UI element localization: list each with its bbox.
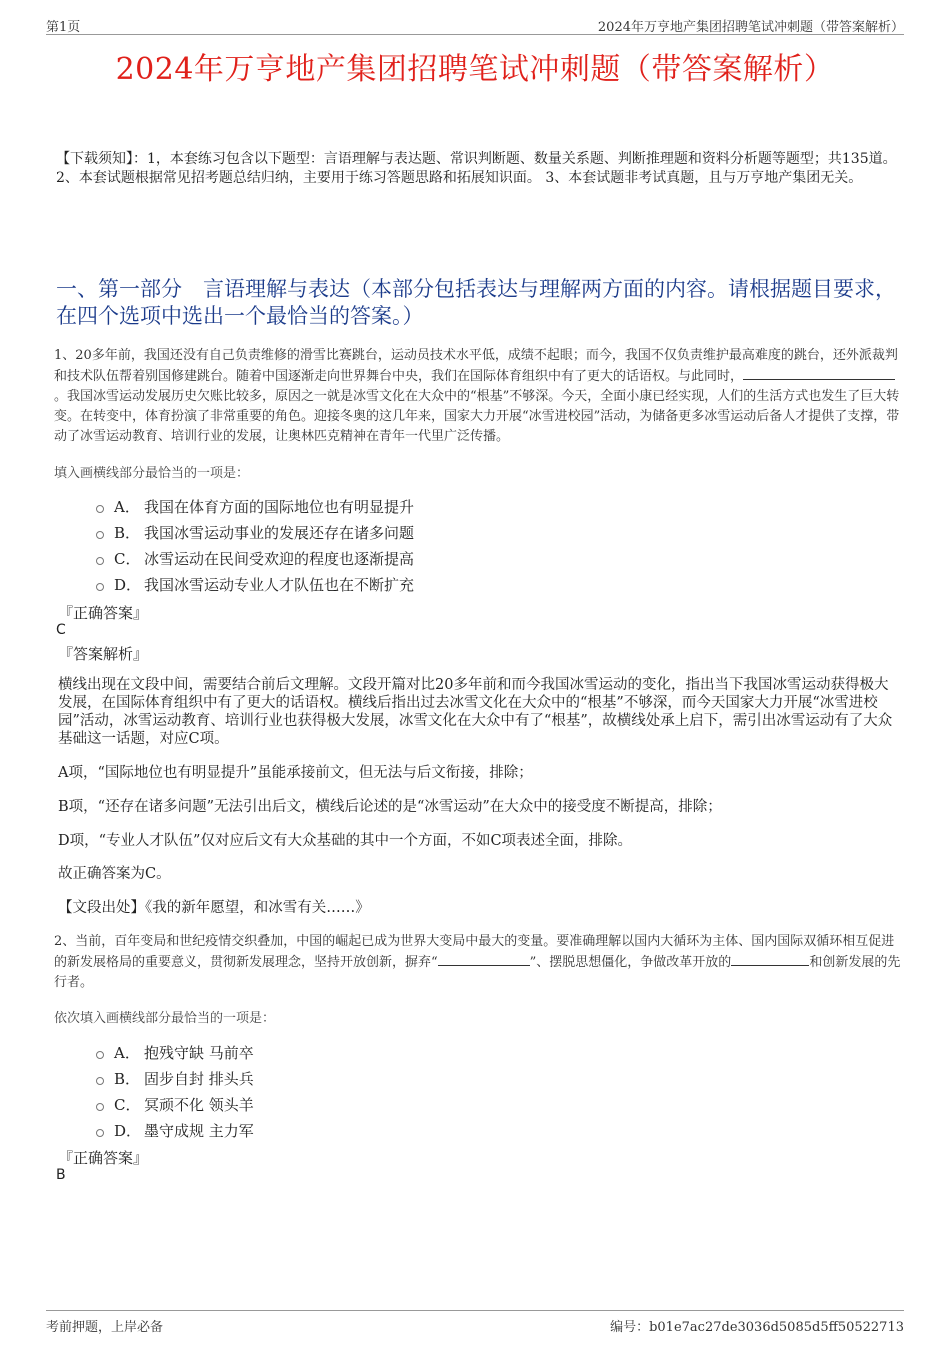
analysis-label: 『答案解析』 [58,645,149,663]
page-footer [46,1310,904,1335]
question-2-stem [54,932,906,993]
radio-icon[interactable] [96,1103,104,1111]
page-number: 第1页 [46,20,81,35]
footer-slogan: 考前押题，上岸必备 [46,1320,164,1335]
option-letter: C． [114,549,141,568]
question-1-stem [54,346,906,447]
option-a[interactable] [96,1039,254,1065]
fill-blank [438,952,530,966]
analysis-conclusion: 故正确答案为C。 [58,866,171,882]
option-text: 抱残守缺 马前卒 [144,1043,254,1062]
radio-icon[interactable] [96,531,104,539]
analysis-option-b: B项，“还存在诸多问题”无法引出后文，横线后论述的是“冰雪运动”在大众中的接受度不断提高，排除； [58,799,722,815]
option-b[interactable] [96,519,414,545]
option-text: 冥顽不化 领头羊 [144,1095,254,1114]
question-1-stem-part-a: 1、20多年前，我国还没有自己负责维修的滑雪比赛跳台，运动员技术水平低，成绩不起眼；而今，我国不仅负责维护最高难度的跳台，还外派裁判和技术队伍帮着别国修建跳台。随着中国逐渐走向世界舞台中央，我们在国际体育组织中有了更大的话语权。与此同时， [54,348,898,384]
option-letter: D． [114,1121,142,1140]
correct-answer-label: 『正确答案』 [58,1149,149,1167]
option-b[interactable] [96,1065,254,1091]
question-1-prompt: 填入画横线部分最恰当的一项是： [54,466,250,481]
radio-icon[interactable] [96,505,104,513]
option-text: 冰雪运动在民间受欢迎的程度也逐渐提高 [144,549,415,568]
option-text: 固步自封 排头兵 [144,1069,254,1088]
option-c[interactable] [96,1091,254,1117]
document-title: 2024年万亨地产集团招聘笔试冲刺题（带答案解析） [115,52,835,87]
radio-icon[interactable] [96,557,104,565]
option-a[interactable] [96,493,414,519]
fill-blank [743,366,895,380]
option-text: 我国冰雪运动事业的发展还存在诸多问题 [144,523,415,542]
section-heading: 一、第一部分 言语理解与表达（本部分包括表达与理解两方面的内容。请根据题目要求，在四个选项中选出一个最恰当的答案。） [56,277,896,328]
option-d[interactable] [96,571,414,597]
analysis-paragraph: 横线出现在文段中间，需要结合前后文理解。文段开篇对比20多年前和而今我国冰雪运动的变化，指出当下我国冰雪运动获得极大发展，在国际体育组织中有了更大的话语权。横线后指出过去冰雪文化在大众中的“根基”不够深，而今天国家大力开展“冰雪进校园”活动，冰雪运动教育、培训行业也获得极大发展，冰雪文化在大众中有了“根基”，故横线处承上启下，需引出冰雪运动有了大众基础这一话题，对应C项。 [58,677,893,747]
question-2-stem-part-c: 和创新发展的先行者。 [54,955,901,990]
option-d[interactable] [96,1117,254,1143]
option-letter: B． [114,1069,141,1088]
option-letter: A． [114,497,140,516]
radio-icon[interactable] [96,583,104,591]
radio-icon[interactable] [96,1129,104,1137]
option-letter: D． [114,575,142,594]
option-text: 我国冰雪运动专业人才队伍也在不断扩充 [144,575,415,594]
question-2-options [96,1039,254,1143]
fill-blank [731,952,809,966]
download-notice: 【下载须知】：1，本套练习包含以下题型：言语理解与表达题、常识判断题、数量关系题、判断推理题和资料分析题等题型；共135道。 2、本套试题根据常见招考题总结归纳，主要用于练习答题思路和拓展知识面。 3、本套试题非考试真题，且与万亨地产集团无关。 [56,151,897,186]
question-2-prompt: 依次填入画横线部分最恰当的一项是： [54,1011,276,1026]
option-letter: B． [114,523,141,542]
correct-answer: B [56,1167,66,1183]
header-doc-title: 2024年万亨地产集团招聘笔试冲刺题（带答案解析） [597,20,904,35]
passage-source: 【文段出处】《我的新年愿望，和冰雪有关……》 [58,900,370,916]
question-1-options [96,493,414,597]
option-letter: A． [114,1043,140,1062]
option-text: 墨守成规 主力军 [144,1121,254,1140]
question-1-stem-part-b: 。我国冰雪运动发展历史欠账比较多，原因之一就是冰雪文化在大众中的“根基”不够深。今天，全面小康已经实现，人们的生活方式也发生了巨大转变。在转变中，体育扮演了非常重要的角色。迎接冬奥的这几年来，国家大力开展“冰雪进校园”活动，为储备更多冰雪运动后备人才提供了支撑，带动了冰雪运动教育、培训行业的发展，让奥林匹克精神在青年一代里广泛传播。 [54,389,900,444]
document-id: 编号：b01e7ac27de3036d5085d5ff50522713 [610,1320,904,1335]
correct-answer: C [56,622,66,638]
correct-answer-label: 『正确答案』 [58,604,149,622]
option-c[interactable] [96,545,414,571]
page-header [46,14,904,35]
question-2-stem-part-b: ”、摆脱思想僵化，争做改革开放的 [529,955,732,970]
question-2-stem-part-a: 2、当前，百年变局和世纪疫情交织叠加，中国的崛起已成为世界大变局中最大的变量。要准确理解以国内大循环为主体、国内国际双循环相互促进的新发展格局的重要意义，贯彻新发展理念，坚持开放创新，摒弃“ [54,934,895,970]
radio-icon[interactable] [96,1051,104,1059]
option-text: 我国在体育方面的国际地位也有明显提升 [144,497,415,516]
option-letter: C． [114,1095,141,1114]
analysis-option-a: A项，“国际地位也有明显提升”虽能承接前文，但无法与后文衔接，排除； [58,765,533,781]
analysis-option-d: D项，“专业人才队伍”仅对应后文有大众基础的其中一个方面，不如C项表述全面，排除。 [58,833,633,849]
radio-icon[interactable] [96,1077,104,1085]
